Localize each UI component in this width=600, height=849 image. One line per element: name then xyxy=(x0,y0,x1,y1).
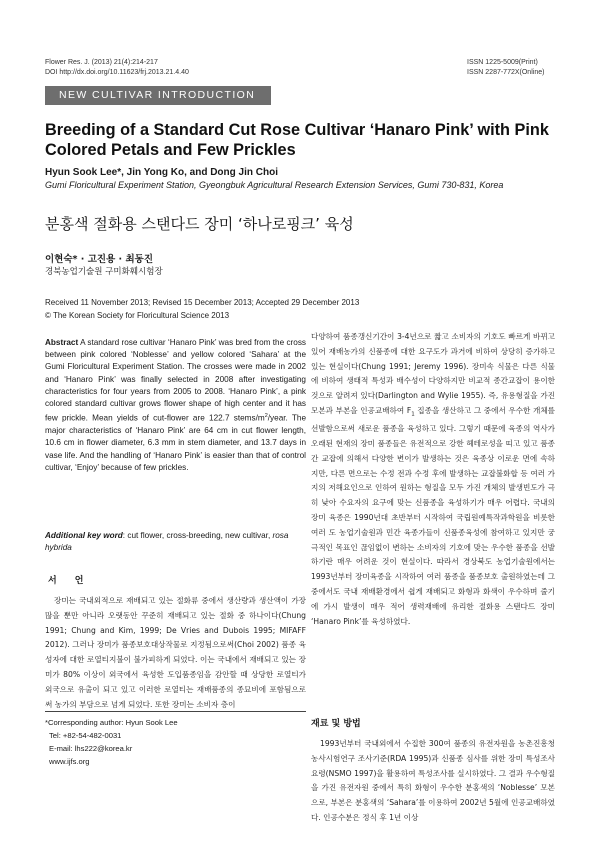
intro-paragraph: 장미는 국내외적으로 재배되고 있는 절화류 중에서 생산량과 생산액이 가장 많을 뿐만 아니라 오랫동안 꾸준히 재배되고 있는 절화 중 하나이다(Chung 1991; Chung and Kim, 1999; De Vries and Dubois 1995; MIFAFF 2012). 그러나 장미가 품종보호대상작물로 지정됨으로써(Choi 2002) 품종 육성자에 대한 로열티지불이 불가피하게 되었다. 이는 국내에서 재배되고 있는 장미가 80% 이상이 외국에서 육성한 도입품종임을 감안할 때 상당한 로열티가 외국으로 유출이 되고 있고 이러한 로열티는 재배품종의 종묘비에 포함됨으로써 농가의 부담으로 넘게 되었다. 또한 장미는 소비자 층이 xyxy=(45,596,306,709)
materials-body xyxy=(311,737,555,826)
abstract-unit-sup: 2 xyxy=(264,413,268,420)
article-title: Breeding of a Standard Cut Rose Cultivar ‘Hanaro Pink’ with Pink Colored Petals and Few Prickles xyxy=(45,121,549,159)
abstract xyxy=(45,337,306,474)
issn-print: ISSN 1225-5009(Print) xyxy=(467,59,538,66)
keywords-italic: rosa hybrida xyxy=(45,531,289,553)
f1-subscript: 1 xyxy=(411,411,415,418)
keywords-text: : cut flower, cross-breeding, new cultivar, xyxy=(122,531,273,540)
received-dates: Received 11 November 2013; Revised 15 December 2013; Accepted 29 December 2013 xyxy=(45,298,360,307)
intro-heading: 서 언 xyxy=(48,576,84,586)
issn-online: ISSN 2287-772X(Online) xyxy=(467,69,545,76)
abstract-label: Abstract xyxy=(45,338,79,347)
section-banner xyxy=(45,86,271,105)
journal-citation: Flower Res. J. (2013) 21(4):214-217 xyxy=(45,59,158,66)
authors-english: Hyun Sook Lee*, Jin Yong Ko, and Dong Jin Choi xyxy=(45,167,278,178)
right-column-body xyxy=(311,330,555,629)
continued-paragraph xyxy=(311,330,555,629)
authors-korean: 이현숙* · 고진용 · 최동진 xyxy=(45,254,154,265)
intro-body xyxy=(45,594,306,712)
banner-label: NEW CULTIVAR INTRODUCTION xyxy=(59,89,256,101)
article-title-korean: 분홍색 절화용 스탠다드 장미 ‘하나로핑크’ 육성 xyxy=(45,215,354,233)
email-address: E-mail: lhs222@korea.kr xyxy=(49,744,133,753)
telephone: Tel: +82-54-482-0031 xyxy=(49,731,122,740)
copyright-line: © The Korean Society for Floricultural Science 2013 xyxy=(45,311,230,320)
materials-paragraph: 1993년부터 국내외에서 수집한 300여 품종의 유전자원을 농촌진흥청 농사시험연구 조사기준(RDA 1995)과 신품종 심사를 위한 장미 특성조사요령(NSMO 1997)을 활용하여 특성조사를 실시하였다. 그 결과 우수형질을 가진 유전자원 중에서 특히 화형이 우수한 분홍색의 ‘Noblesse’ 모본으로, 부본은 분홍색의 ‘Sahara’를 이용하여 2002년 5월에 인공교배하였다. 인공수분은 정식 후 1년 이상 xyxy=(311,739,555,822)
website: www.ijfs.org xyxy=(49,757,90,766)
affiliation-english: Gumi Floricultural Experiment Station, Gyeongbuk Agricultural Research Extension Services, Gumi 730-831, Korea xyxy=(45,180,504,190)
keywords-label: Additional key word xyxy=(45,531,123,540)
materials-heading: 재료 및 방법 xyxy=(311,719,361,729)
continued-text: 다양하여 품종갱신기간이 3-4년으로 짧고 소비자의 기호도 빠르게 바뀌고 있어 재배농가의 신품종에 대한 요구도가 과거에 비하여 상당히 증가하고 있는 현실이다(Chung 1991; Jeremy 1996). 장미속 식물은 다른 식물에 비하여 생태적 특성과 배수성이 다양하지만 비교적 종간교잡이 용이한 것으로 알려져 있다(Darlington and Wylie 1955). 즉, 유용형질을 가진 모본과 부본을 인공교배하여 F xyxy=(311,332,555,415)
keywords xyxy=(45,530,306,554)
doi-line: DOI http://dx.doi.org/10.11623/frj.2013.21.4.40 xyxy=(45,69,189,76)
footnote xyxy=(45,711,306,768)
affiliation-korean: 경북농업기술원 구미화훼시험장 xyxy=(45,267,163,277)
abstract-body-2: /year. The major characteristics of ‘Hanaro Pink’ are 64 cm in cut flower length, 10.6 cm in flower diameter, 6.3 mm in stem diameter, and 13.7 days in vase life. And the handling of ‘Hanaro Pink’ is easier than that of control cultivar, ‘Enjoy’ because of few prickles. xyxy=(45,413,307,472)
abstract-body: A standard rose cultivar ‘Hanaro Pink’ was bred from the cross between pink colored ‘Noblesse’ and yellow colored ‘Sahara’ at the Gumi Floricultural Experiment Station. The crosses were made in 2002 and ‘Hanaro Pink’ was finally selected in 2008 after investigating characteristics for four years from 2005 to 2008. ‘Hanaro Pink’, a pink colored standard cultivar grows flower shape of high center and it has few prickle. Mean yields of cut-flower are 122.7 stems/m xyxy=(45,338,307,423)
corresponding-author: *Corresponding author: Hyun Sook Lee xyxy=(45,718,178,727)
continued-text-2: 집종을 생산하고 그 중에서 우수한 개체를 선발함으로써 새로운 품종을 육성하고 있다. 그렇기 때문에 육종의 역사가 오래된 현재의 장미 품종들은 유전적으로 강한 헤테로성을 띠고 있고 품종간 교잡에 의해서 다양한 변이가 발생하는 것은 육종상 이로운 면에 속하지만, 다른 면으로는 수정 전과 수정 후에 발생하는 교잡불화합 등 여러 가지의 저해요인으로 인하여 원하는 형질을 모두 가진 개체의 발생빈도가 극히 낮아 수요자의 요구에 맞는 신품종을 육성하기가 매우 어렵다. 국내의 장미 육종은 1990년대 초반부터 시작하여 국립원예특작과학원을 비롯한 여러 도 농업기술원과 민간 육종가들이 신품종육성에 참여하고 있지만 궁극적인 목표인 끊임없이 변하는 소비자의 기호에 맞는 우수한 품종을 선발하기란 매우 어려운 것이 현실이다. 따라서 경상북도 농업기술원에서는 1993년부터 장미육종을 시작하여 여러 품종을 품종보호 출원하였는데 그 중에서도 국내 재배환경에서 쉽게 재배되고 화형과 화색이 우수하며 줄기에 가시 발생이 매우 적어 생력재배에 유리한 절화용 스탠다드 장미 ‘Hanaro Pink’를 육성하였다. xyxy=(311,405,556,626)
